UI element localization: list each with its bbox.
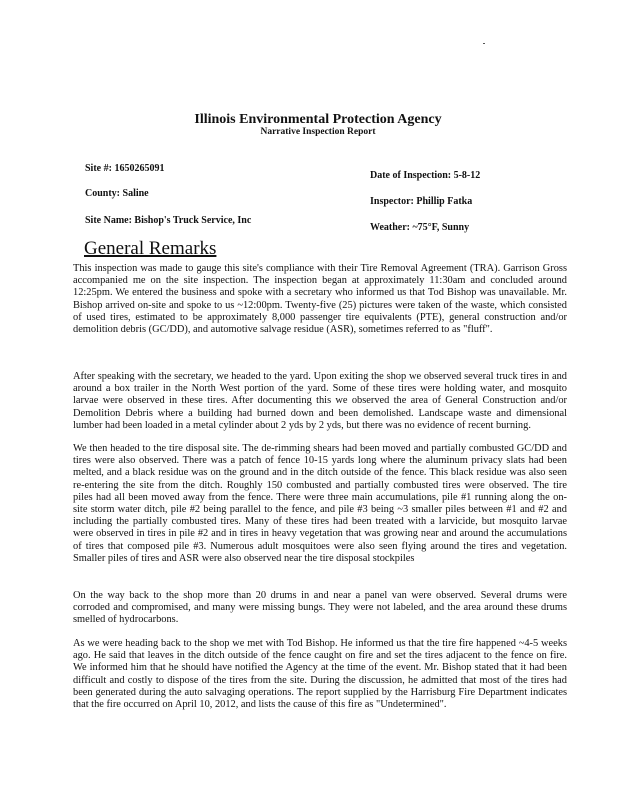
paragraph-line: We then headed to the tire disposal site. The de-rimming shears had been moved and partially combusted GC/DD and [73,443,567,454]
paragraph-line: 12:25pm. We entered the business and spoke with a secretary who informed us that Tod Bishop was unavailable. Mr. [73,287,567,299]
paragraph-line: re-entering the site from the ditch. Roughly 150 combusted and partially combusted tires were observed. The tire [73,479,567,491]
paragraph-3 [73,443,567,565]
paragraph-line: Smaller piles of tires and ASR were also observed near the tire disposal stockpiles [73,552,415,564]
paragraph-line: corroded and compromised, and many were missing bungs. They were not labeled, and the area around these drums [73,602,567,614]
paragraph-line: difficult and costly to dispose of the tires from the site. During the discussion, he admitted that most of the tires had [73,674,567,686]
date-of-inspection: Date of Inspection: 5-8-12 [370,170,481,181]
paragraph-line: site storm water ditch, pile #2 being parallel to the fence, and pile #3 being ~3 smaller piles between #1 and #2 and [73,504,567,516]
site-name: Site Name: Bishop's Truck Service, Inc [85,215,252,226]
paragraph-line: accompanied me on the site inspection. The inspection began at approximately 11:30am and concluded around [73,275,567,287]
paragraph-line: that the fire occurred on April 10, 2012, and lists the cause of this fire as "Undetermined". [73,699,447,711]
paragraph-line: been generated during the auto salvaging operations. The report supplied by the Harrisburg Fire Department indicates [73,686,567,698]
paragraph-line: smelled of hydrocarbons. [73,614,179,626]
paragraph-line: We informed him that he should have notified the Agency at the time of the event. Mr. Bishop stated that it had been [73,662,567,674]
paragraph-line: lumber had been loaded in a metal cylinder about 2 yds by 2 yds, but there was no evidence of recent burning. [73,419,531,431]
paragraph-line: of used tires, estimated to be approximately 8,000 passenger tire equivalents (PTE), general construction and/or [73,311,567,323]
paragraph-line: Demolition Debris where a building had burned down and been demolished. Landscape waste and dimensional [73,407,567,419]
paragraph-line: ago. He said that leaves in the ditch outside of the fence caught on fire and set the tires adjacent to the fence on fire. [73,650,567,662]
section-heading-general-remarks: General Remarks [84,238,217,259]
paragraph-5 [73,638,567,711]
paragraph-line: This inspection was made to gauge this site's compliance with their Tire Removal Agreement (TRA). Garrison Gross [73,263,567,274]
site-number: Site #: 1650265091 [85,163,165,174]
paragraph-line: tires were also observed. There was a patch of fence 10-15 yards long where the aluminum privacy slats had been [73,455,567,467]
county: County: Saline [85,188,149,199]
report-subtitle: Narrative Inspection Report [260,127,376,137]
paragraph-line: of tires that composed pile #3. Numerous adult mosquitoes were also seen flying around the tires and vegetation. [73,540,567,552]
inspector: Inspector: Phillip Fatka [370,196,473,207]
paragraph-line: As we were heading back to the shop we met with Tod Bishop. He informed us that the tire fire happened ~4-5 weeks [73,638,567,649]
paragraph-1 [73,263,567,336]
paragraph-line: demolition debris (GC/DD), and automotive salvage residue (ASR), sometimes referred to as "fluff". [73,324,493,336]
paragraph-4 [73,590,567,627]
paragraph-line: were observed in tires in pile #2 and in tires in heavy vegetation that was growing near and around the accumulations [73,528,567,540]
paragraph-line: around a box trailer in the North West portion of the yard. Some of these tires were holding water, and mosquito [73,383,567,395]
paragraph-line: melted, and a black residue was on the ground and in the ditch outside of the fence. This black residue was also seen [73,467,567,479]
paragraph-line: larvae were observed in these tires. After documenting this we observed the area of General Construction and/or [73,395,567,407]
paragraph-line: piles had all been moved away from the fence. There were three main accumulations, pile #1 running along the on- [73,491,567,503]
scan-speck [483,43,485,44]
paragraph-line: After speaking with the secretary, we headed to the yard. Upon exiting the shop we observed several truck tires in and [73,371,567,382]
paragraph-2 [73,371,567,432]
agency-title: Illinois Environmental Protection Agency [194,112,442,127]
paragraph-line: On the way back to the shop more than 20 drums in and near a panel van were observed. Several drums were [73,590,567,601]
weather: Weather: ~75°F, Sunny [370,222,470,233]
paragraph-line: including the partially combusted tires. Many of these tires had been treated with a larvicide, but mosquito larvae [73,516,567,528]
paragraph-line: Bishop arrived on-site and spoke to us ~12:00pm. Twenty-five (25) pictures were taken of the waste, which consisted [73,299,567,311]
